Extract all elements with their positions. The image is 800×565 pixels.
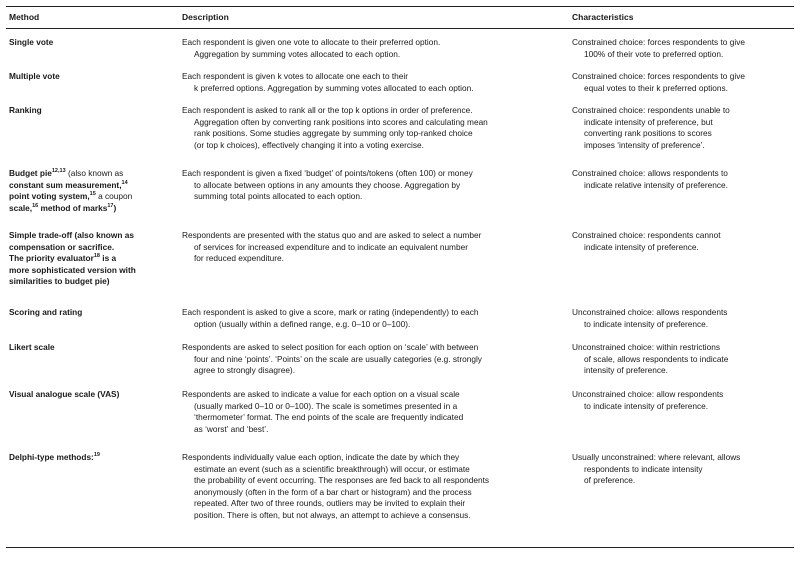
method-cell: Single vote bbox=[9, 37, 54, 47]
characteristics-cell: Usually unconstrained: where relevant, allows respondents to indicate intensity of preference. bbox=[572, 452, 741, 485]
description-cell: Each respondent is given one vote to allocate to their preferred option. Aggregation by summing votes allocated to each option. bbox=[182, 37, 441, 59]
description-cell: Respondents individually value each option, indicate the date by which they estimate an event (such as a scientific breakthrough) will occur, or estimate the probability of event occurring. The responses are fed back to all respondents anonymously (often in the form of a bar chart or histogram) and the process repeated. After two of three rounds, outliers may be invited to explain their position. There is often, but not always, an attempt to achieve a consensus. bbox=[182, 452, 490, 520]
method-cell: Scoring and rating bbox=[9, 307, 83, 317]
bottom-rule bbox=[6, 547, 794, 548]
method-cell: Likert scale bbox=[9, 342, 55, 352]
method-cell: Simple trade-off (also known as compensation or sacrifice. The priority evaluator$^{18}$ is a more sophisticated version with similarities to budget pie) bbox=[9, 230, 136, 286]
characteristics-cell: Constrained choice: forces respondents to give 100% of their vote to preferred option. bbox=[572, 37, 745, 59]
description-cell: Respondents are presented with the status quo and are asked to select a number of services for increased expenditure and to indicate an equivalent number for reduced expenditure. bbox=[182, 230, 482, 263]
characteristics-cell: Unconstrained choice: allow respondents to indicate intensity of preference. bbox=[572, 389, 724, 411]
header-characteristics: Characteristics bbox=[572, 12, 634, 22]
characteristics-cell: Constrained choice: respondents cannot indicate intensity of preference. bbox=[572, 230, 721, 252]
description-cell: Respondents are asked to select position for each option on ‘scale’ with between four and nine ‘points’. ‘Points’ on the scale are usually categories (e.g. strongly agree to strongly disagree). bbox=[182, 342, 482, 375]
header-description: Description bbox=[182, 12, 229, 22]
characteristics-cell: Unconstrained choice: within restrictions of scale, allows respondents to indicate intensity of preference. bbox=[572, 342, 729, 375]
method-cell: Visual analogue scale (VAS) bbox=[9, 389, 120, 399]
description-cell: Each respondent is given a fixed ‘budget’ of points/tokens (often 100) or money to allocate between options in any amounts they choose. Aggregation by summing total points allocated to each option. bbox=[182, 168, 473, 201]
characteristics-cell: Constrained choice: allows respondents to indicate relative intensity of preference. bbox=[572, 168, 728, 190]
description-cell: Each respondent is asked to rank all or the top k options in order of preference. Aggregation often by converting rank positions into scores and calculating mean rank positions. Some studies aggregate by summing only top-ranked choice (or top k choices), effectively changing it into a voting exercise. bbox=[182, 105, 488, 150]
top-rule bbox=[6, 6, 794, 7]
method-cell: Delphi-type methods:$^{19}$ bbox=[9, 452, 100, 462]
description-cell: Each respondent is asked to give a score, mark or rating (independently) to each option (usually within a defined range, e.g. 0–10 or 0–100). bbox=[182, 307, 479, 329]
characteristics-cell: Constrained choice: respondents unable to indicate intensity of preference, but converting rank positions to scores imposes ‘intensity of preference’. bbox=[572, 105, 730, 150]
method-cell: Budget pie$^{12,13}$ (also known as constant sum measurement,$^{14}$ point voting system,$^{15}$ a coupon scale,$^{16}$ method of marks$^{17}$) bbox=[9, 168, 133, 213]
characteristics-cell: Unconstrained choice: allows respondents to indicate intensity of preference. bbox=[572, 307, 728, 329]
description-cell: Each respondent is given k votes to allocate one each to their k preferred options. Aggregation by summing votes allocated to each option. bbox=[182, 71, 474, 93]
method-cell: Multiple vote bbox=[9, 71, 60, 81]
characteristics-cell: Constrained choice: forces respondents to give equal votes to their k preferred options. bbox=[572, 71, 745, 93]
header-method: Method bbox=[9, 12, 40, 22]
header-rule bbox=[6, 28, 794, 29]
method-cell: Ranking bbox=[9, 105, 42, 115]
description-cell: Respondents are asked to indicate a value for each option on a visual scale (usually marked 0–10 or 0–100). The scale is sometimes presented in a ‘thermometer’ format. The end points of the scale are frequently indicated as ‘worst’ and ‘best’. bbox=[182, 389, 464, 434]
